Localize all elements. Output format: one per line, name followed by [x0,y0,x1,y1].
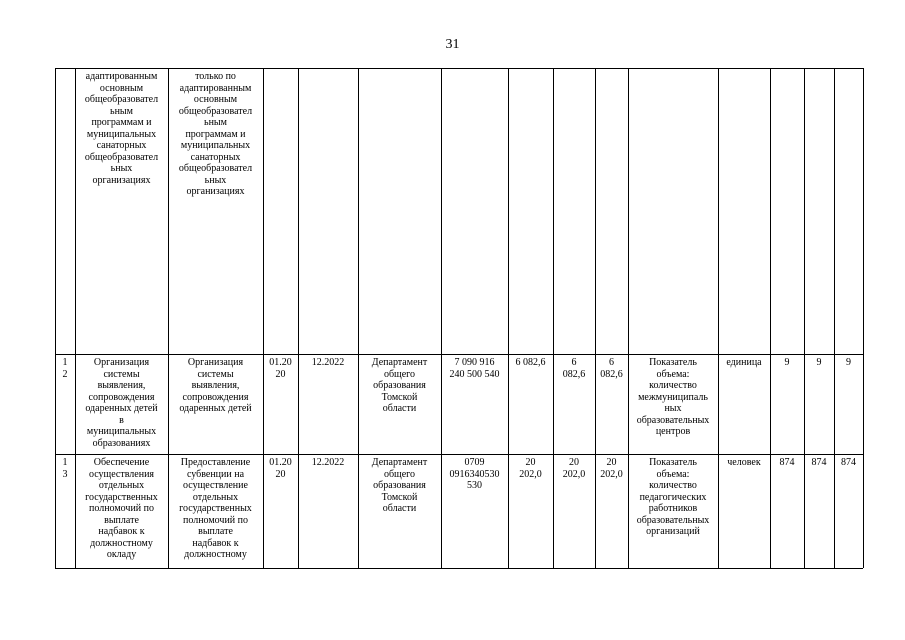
cell-activity-name: Организация системы выявления, сопровождения одаренных детей [179,357,252,414]
cell-indicator-name: Показатель объема: количество межмуниципаль ных образовательных центров [636,357,710,437]
cell-value-year-3: 9 [846,357,851,368]
cell-unit: человек [727,457,761,468]
cell-end-date: 12.2022 [311,357,345,368]
cell-value-year-1 [771,71,803,353]
cell-amount-total [509,71,552,353]
cell-amount-year-2: 6 082,6 [600,357,623,380]
cell-amount-total: 20 202,0 [519,457,542,480]
cell-budget-code [442,71,507,353]
cell-event-name: адаптированным основным общеобразовател ьным программам и муниципальных санаторных общеобразовател ьных организациях [84,71,159,186]
cell-executor [359,71,440,353]
cell-end-date: 12.2022 [311,457,345,468]
cell-value-year-3: 874 [841,457,856,468]
cell-amount-year-2 [596,71,627,353]
cell-value-year-3 [835,71,862,353]
cell-unit: единица [726,357,762,368]
cell-row-number [56,71,74,353]
cell-budget-code: 7 090 916 240 500 540 [449,357,500,380]
cell-amount-total: 6 082,6 [515,357,546,368]
cell-value-year-2: 874 [811,457,827,468]
cell-start-date: 01.20 20 [269,457,292,480]
cell-amount-year-2: 20 202,0 [600,457,623,480]
cell-event-name: Обеспечение осуществления отдельных государственных полномочий по выплате надбавок к должностному окладу [85,457,158,560]
cell-amount-year-1 [554,71,594,353]
cell-value-year-1: 9 [784,357,790,368]
cell-indicator-name [629,71,717,353]
cell-row-number: 1 3 [62,457,68,480]
cell-executor: Департамент общего образования Томской области [371,357,428,414]
cell-indicator-name: Показатель объема: количество педагогических работников образовательных организаций [636,457,710,537]
cell-budget-code: 0709 0916340530 530 [449,457,500,491]
page-number: 31 [445,37,460,52]
cell-value-year-1: 874 [779,457,795,468]
cell-start-date [264,71,297,353]
cell-row-number: 1 2 [62,357,68,380]
cell-activity-name: только по адаптированным основным общеобразовател ьным программам и муниципальных санаторных общеобразовател ьных организациях [178,71,253,197]
cell-executor: Департамент общего образования Томской области [371,457,428,514]
cell-amount-year-1: 6 082,6 [562,357,586,380]
cell-unit [719,71,769,353]
cell-amount-year-1: 20 202,0 [562,457,586,480]
cell-value-year-2: 9 [816,357,822,368]
cell-value-year-2 [805,71,833,353]
cell-activity-name: Предоставление субвенции на осуществление отдельных государственных полномочий по выплате надбавок к должностному [179,457,252,560]
cell-end-date [299,71,357,353]
cell-start-date: 01.20 20 [269,357,292,380]
cell-event-name: Организация системы выявления, сопровождения одаренных детей в муниципальных образованиях [85,357,158,449]
